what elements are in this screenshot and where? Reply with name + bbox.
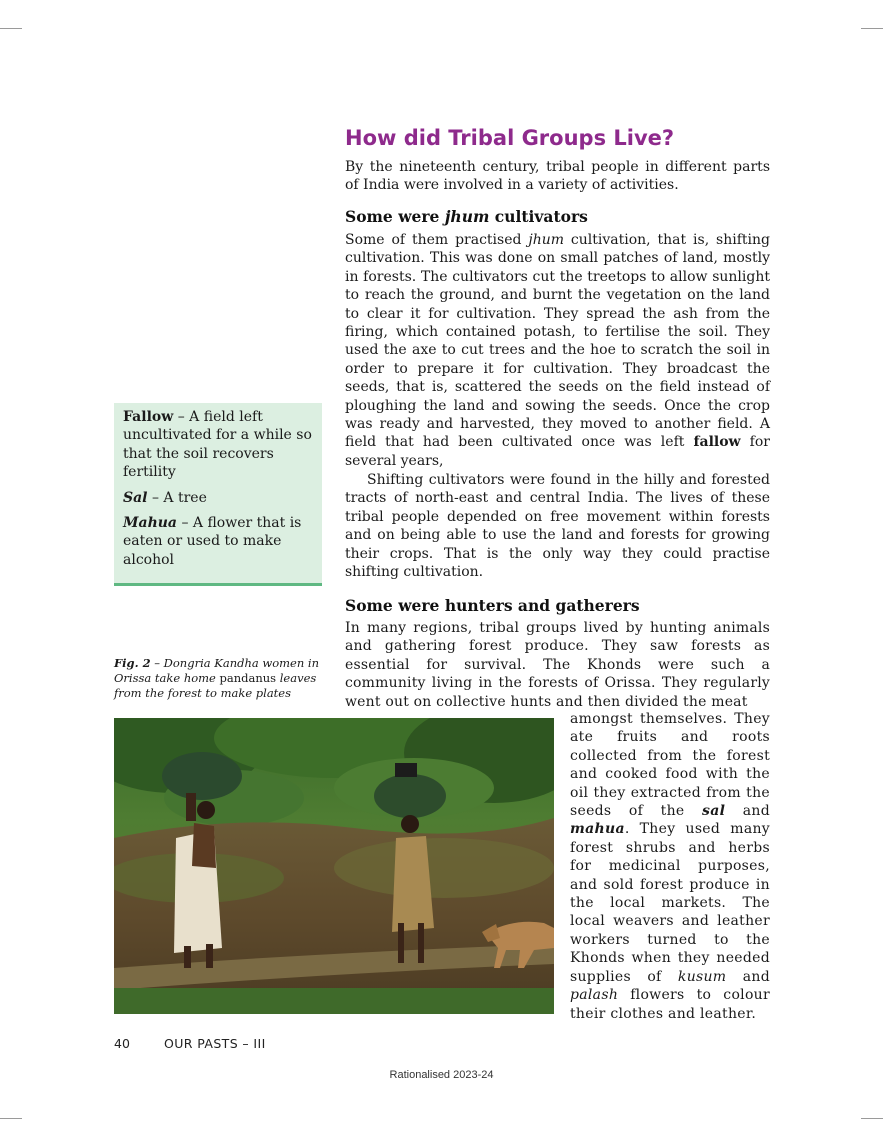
figure-photo <box>114 718 554 1014</box>
book-title: OUR PASTS – III <box>164 1036 266 1051</box>
hunters-subheading: Some were hunters and gatherers <box>345 596 640 615</box>
jhum-subheading: Some were jhum cultivators <box>345 207 588 226</box>
hunters-paragraph-continued: amongst themselves. They ate fruits and roots collected from the forest and cooked food with the oil they extracted from the seeds of the sal and mahua. They used many forest shrubs and herbs for medicinal purposes, and sold forest produce in the local markets. The local weavers and leather workers turned to the Khonds when they needed supplies of kusum and palash flowers to colour their clothes and leather. <box>570 711 770 1022</box>
glossary-entry-sal: Sal – A tree <box>123 489 207 506</box>
rationalised-note: Rationalised 2023-24 <box>389 1069 494 1081</box>
glossary-box <box>114 403 322 586</box>
section-heading: How did Tribal Groups Live? <box>345 126 675 150</box>
glossary-entry-fallow: Fallow – A field left uncultivated for a while so that the soil recovers fertility <box>123 409 312 481</box>
glossary-entry-mahua: Mahua – A flower that is eaten or used to make alcohol <box>123 515 302 568</box>
crop-mark <box>861 28 883 29</box>
hunters-paragraph: In many regions, tribal groups lived by hunting animals and gathering forest produce. They saw forests as essential for survival. The Khonds were such a community living in the forests of Orissa. They regularly went out on collective hunts and then divided the meat <box>345 620 770 710</box>
crop-mark <box>861 1118 883 1119</box>
page-number: 40 <box>114 1036 130 1051</box>
jhum-paragraph-1: Some of them practised jhum cultivation, that is, shifting cultivation. This was done on small patches of land, mostly in forests. The cultivators cut the treetops to allow sunlight to reach the ground, and burnt the vegetation on the land to clear it for cultivation. They spread the ash from the firing, which contained potash, to fertilise the soil. They used the axe to cut trees and the hoe to scratch the soil in order to prepare it for cultivation. They broadcast the seeds, that is, scattered the seeds on the field instead of ploughing the land and sowing the seeds. Once the crop was ready and harvested, they moved to another field. A field that had been cultivated once was left fallow for several years, <box>345 232 770 469</box>
crop-mark <box>0 28 22 29</box>
crop-mark <box>0 1118 22 1119</box>
intro-paragraph: By the nineteenth century, tribal people in different parts of India were involved in a variety of activities. <box>345 159 770 194</box>
jhum-paragraph-2: Shifting cultivators were found in the hilly and forested tracts of north-east and central India. The lives of these tribal people depended on free movement within forests and on being able to use the land and forests for growing their crops. That is the only way they could practise shifting cultivation. <box>345 472 770 581</box>
figure-caption: Fig. 2 – Dongria Kandha women in Orissa take home pandanus leaves from the forest to make plates <box>114 656 320 700</box>
